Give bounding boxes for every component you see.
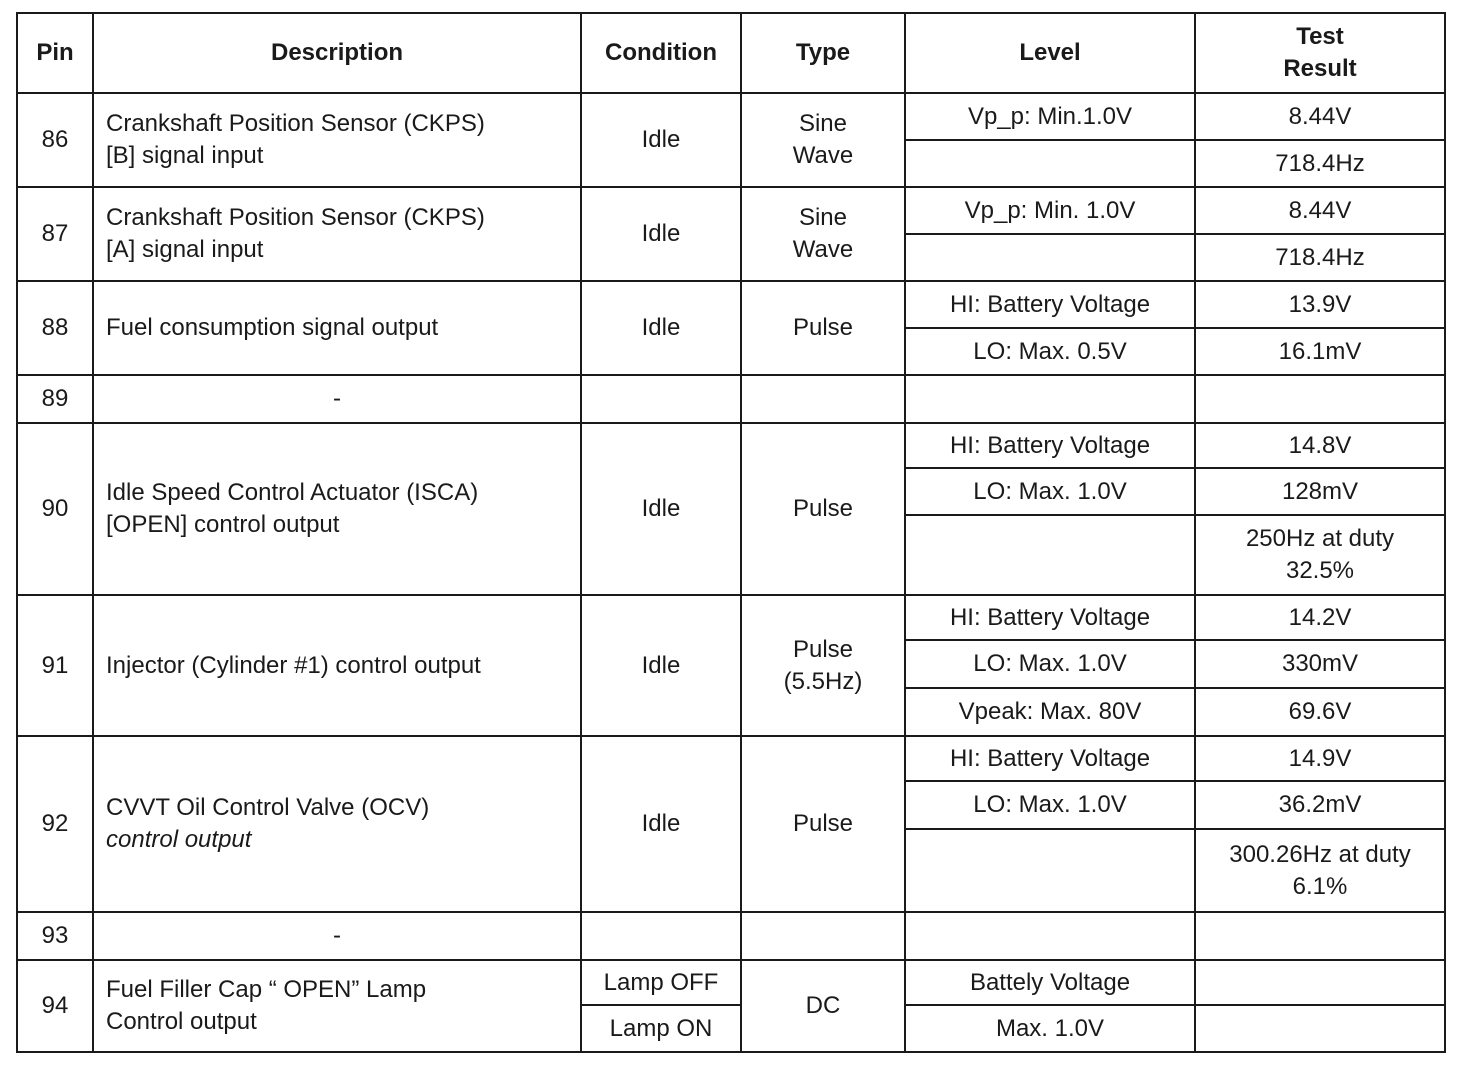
- result-cell: 14.8V: [1195, 423, 1445, 468]
- condition-cell: Lamp ON: [581, 1005, 741, 1052]
- description-line: Idle Speed Control Actuator (ISCA): [106, 479, 479, 506]
- level-cell: [905, 375, 1195, 423]
- table-row-87: [17, 187, 1445, 234]
- type-line: Pulse: [792, 635, 854, 663]
- pin-spec-table: [16, 12, 1446, 1053]
- condition-cell: Idle: [581, 595, 741, 736]
- type-cell: DC: [741, 960, 905, 1052]
- result-cell: 718.4Hz: [1195, 234, 1445, 281]
- condition-cell: Idle: [581, 736, 741, 912]
- description-line: [A] signal input: [106, 236, 264, 263]
- condition-cell: Idle: [581, 423, 741, 595]
- condition-cell: Lamp OFF: [581, 960, 741, 1005]
- header-level: Level: [905, 13, 1195, 93]
- header-type: Type: [741, 13, 905, 93]
- result-cell: 8.44V: [1195, 187, 1445, 234]
- level-cell: [905, 140, 1195, 187]
- type-line: (5.5Hz): [783, 667, 863, 695]
- description-line: control output: [106, 826, 252, 853]
- result-line: 32.5%: [1285, 557, 1355, 584]
- type-line: Sine: [798, 204, 848, 231]
- pin-cell: 89: [17, 375, 93, 423]
- table-row-90: [17, 423, 1445, 468]
- type-line: Sine: [798, 110, 848, 137]
- result-line: 300.26Hz at duty: [1229, 840, 1411, 868]
- result-cell: [1195, 515, 1445, 595]
- pin-cell: 88: [17, 281, 93, 375]
- description-line: Crankshaft Position Sensor (CKPS): [106, 204, 485, 231]
- result-cell: 718.4Hz: [1195, 140, 1445, 187]
- level-cell: LO: Max. 1.0V: [905, 640, 1195, 688]
- table-row-93: [17, 912, 1445, 960]
- level-cell: LO: Max. 1.0V: [905, 468, 1195, 515]
- level-cell: Vp_p: Min.1.0V: [905, 93, 1195, 140]
- condition-cell: Idle: [581, 93, 741, 187]
- description-line: Fuel Filler Cap “ OPEN” Lamp: [106, 976, 427, 1003]
- pin-cell: 86: [17, 93, 93, 187]
- result-cell: 13.9V: [1195, 281, 1445, 328]
- type-cell: Pulse: [741, 736, 905, 912]
- description-line: Control output: [106, 1008, 257, 1035]
- header-test-result-line2: Result: [1283, 55, 1357, 82]
- level-cell: [905, 234, 1195, 281]
- level-cell: [905, 912, 1195, 960]
- description-line: [OPEN] control output: [106, 511, 340, 538]
- level-cell: Vp_p: Min. 1.0V: [905, 187, 1195, 234]
- description-cell: Fuel consumption signal output: [93, 281, 581, 375]
- result-line: 6.1%: [1292, 872, 1348, 900]
- result-cell: [1195, 829, 1445, 912]
- type-line: Wave: [792, 236, 854, 263]
- type-cell: [741, 595, 905, 736]
- level-cell: HI: Battery Voltage: [905, 281, 1195, 328]
- description-cell: -: [93, 375, 581, 423]
- result-cell: 128mV: [1195, 468, 1445, 515]
- condition-cell: [581, 375, 741, 423]
- type-cell: Pulse: [741, 423, 905, 595]
- description-cell: [93, 187, 581, 281]
- header-test-result: [1195, 13, 1445, 93]
- result-cell: 69.6V: [1195, 688, 1445, 736]
- result-cell: [1195, 1005, 1445, 1052]
- table-row-86: [17, 93, 1445, 140]
- description-cell: -: [93, 912, 581, 960]
- result-cell: 14.9V: [1195, 736, 1445, 781]
- header-description: Description: [93, 13, 581, 93]
- pin-cell: 92: [17, 736, 93, 912]
- description-line: CVVT Oil Control Valve (OCV): [106, 794, 430, 821]
- result-cell: 8.44V: [1195, 93, 1445, 140]
- result-cell: 14.2V: [1195, 595, 1445, 640]
- level-cell: LO: Max. 0.5V: [905, 328, 1195, 375]
- result-cell: 16.1mV: [1195, 328, 1445, 375]
- level-cell: HI: Battery Voltage: [905, 736, 1195, 781]
- description-cell: [93, 736, 581, 912]
- result-cell: [1195, 375, 1445, 423]
- pin-cell: 94: [17, 960, 93, 1052]
- level-cell: Battely Voltage: [905, 960, 1195, 1005]
- type-cell: [741, 912, 905, 960]
- header-pin: Pin: [17, 13, 93, 93]
- result-cell: 330mV: [1195, 640, 1445, 688]
- description-line: Crankshaft Position Sensor (CKPS): [106, 110, 485, 137]
- pin-cell: 93: [17, 912, 93, 960]
- level-cell: [905, 515, 1195, 595]
- table-row-94: [17, 960, 1445, 1005]
- table-row-89: [17, 375, 1445, 423]
- type-line: Wave: [792, 142, 854, 169]
- condition-cell: [581, 912, 741, 960]
- header-condition: Condition: [581, 13, 741, 93]
- pin-cell: 87: [17, 187, 93, 281]
- result-cell: 36.2mV: [1195, 781, 1445, 829]
- table-row-92: [17, 736, 1445, 781]
- description-cell: Injector (Cylinder #1) control output: [93, 595, 581, 736]
- description-cell: [93, 423, 581, 595]
- header-test-result-line1: Test: [1296, 23, 1344, 50]
- result-line: 250Hz at duty: [1245, 525, 1395, 552]
- pin-cell: 91: [17, 595, 93, 736]
- description-line: [B] signal input: [106, 142, 264, 169]
- result-cell: [1195, 912, 1445, 960]
- description-cell: [93, 960, 581, 1052]
- pin-cell: 90: [17, 423, 93, 595]
- level-cell: Max. 1.0V: [905, 1005, 1195, 1052]
- table-row-88: [17, 281, 1445, 328]
- level-cell: HI: Battery Voltage: [905, 595, 1195, 640]
- header-row: [17, 13, 1445, 93]
- type-cell: [741, 375, 905, 423]
- level-cell: [905, 829, 1195, 912]
- type-cell: [741, 187, 905, 281]
- level-cell: HI: Battery Voltage: [905, 423, 1195, 468]
- condition-cell: Idle: [581, 281, 741, 375]
- level-cell: Vpeak: Max. 80V: [905, 688, 1195, 736]
- condition-cell: Idle: [581, 187, 741, 281]
- type-cell: Pulse: [741, 281, 905, 375]
- table-row-91: [17, 595, 1445, 640]
- result-cell: [1195, 960, 1445, 1005]
- description-cell: [93, 93, 581, 187]
- type-cell: [741, 93, 905, 187]
- level-cell: LO: Max. 1.0V: [905, 781, 1195, 829]
